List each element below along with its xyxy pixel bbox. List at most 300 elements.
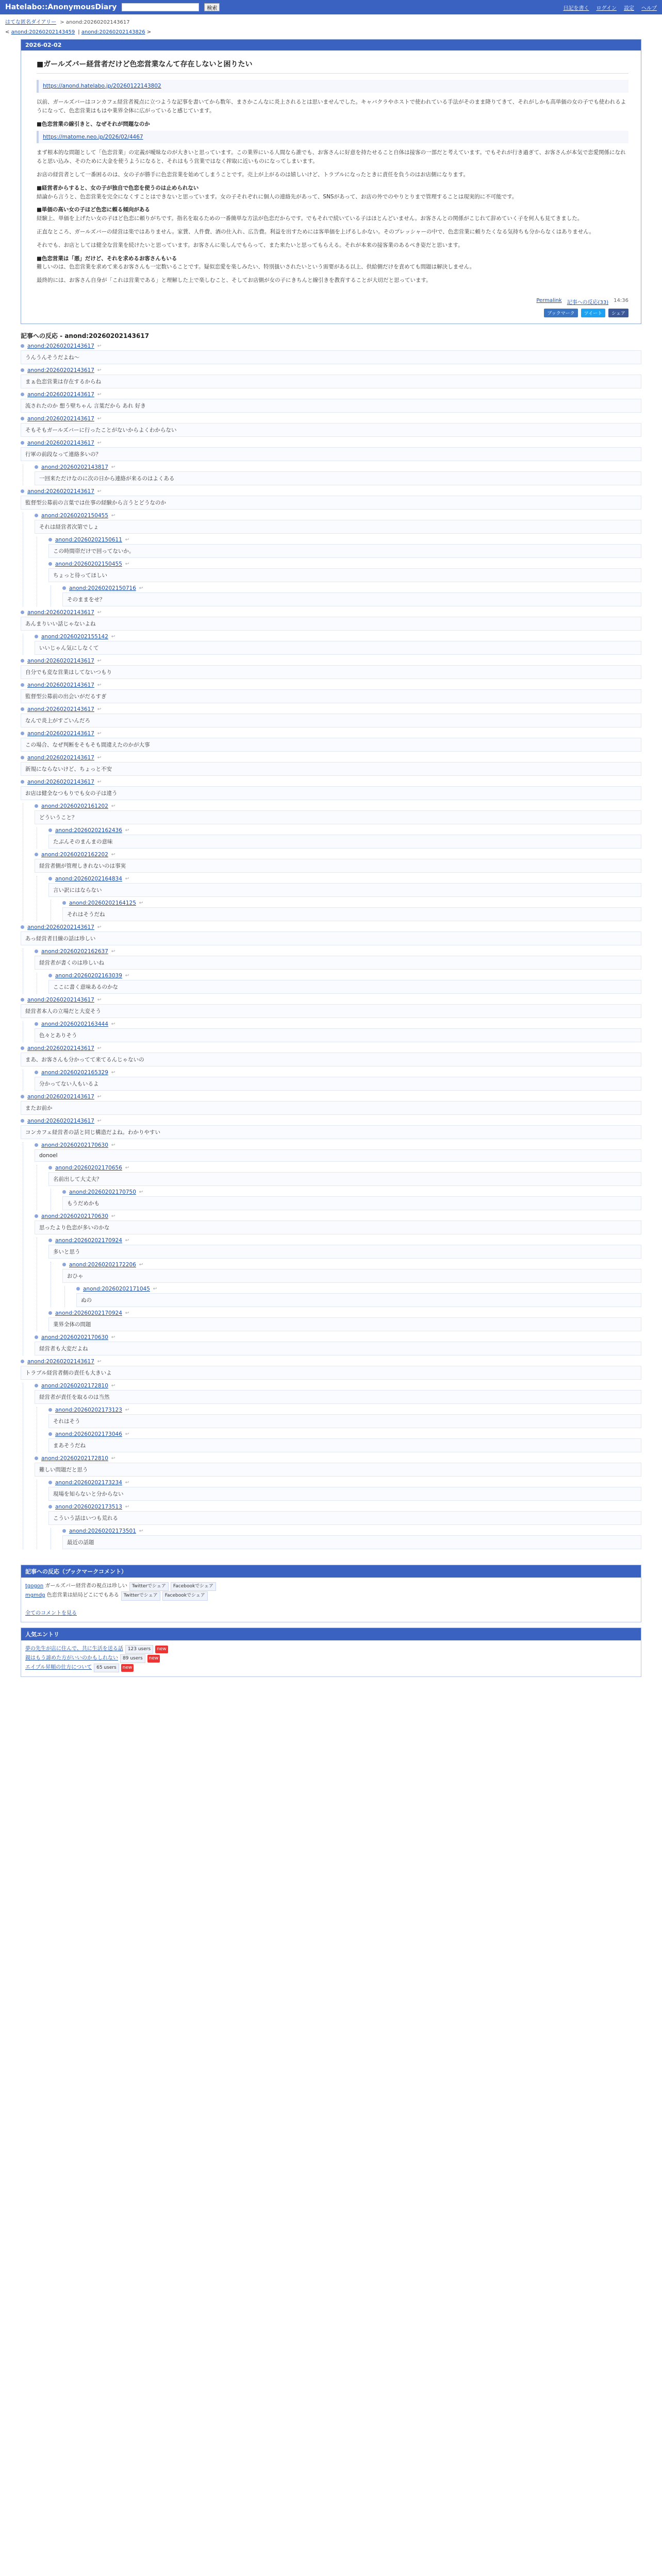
reply-icon[interactable]: ↩: [111, 1021, 115, 1027]
response-header: [21, 1045, 641, 1052]
response-bullet-icon: [35, 950, 38, 953]
response-text: おひゃ: [62, 1269, 641, 1283]
reply-icon[interactable]: ↩: [97, 1094, 102, 1099]
reply-icon[interactable]: ↩: [125, 1407, 129, 1413]
response-item: [35, 464, 641, 485]
response-id-link[interactable]: anond:20260202143617: [27, 1358, 94, 1365]
response-item: [21, 1045, 641, 1091]
popular-entry: [25, 1645, 637, 1654]
reply-icon[interactable]: ↩: [125, 1165, 129, 1171]
response-header: [21, 755, 641, 761]
response-bullet-icon: [48, 974, 52, 977]
response-header: [62, 1189, 641, 1195]
response-id-link[interactable]: anond:20260202150716: [69, 585, 136, 591]
response-text: 思ったより色恋が多いのかな: [35, 1221, 641, 1234]
response-bullet-icon: [21, 925, 24, 929]
response-text: ここに書く意味あるのかな: [48, 980, 641, 994]
response-text: 一回来ただけなのに次の日から連絡が来るのはよくある: [35, 471, 641, 485]
reply-icon[interactable]: ↩: [125, 1504, 129, 1510]
response-item: [62, 1262, 641, 1307]
response-id-link[interactable]: anond:20260202173123: [55, 1406, 122, 1413]
response-header: [48, 973, 641, 979]
response-item: [35, 513, 641, 606]
reply-icon[interactable]: ↩: [111, 1142, 115, 1148]
response-id-link[interactable]: anond:20260202162436: [55, 827, 122, 834]
reply-icon[interactable]: ↩: [125, 1431, 129, 1437]
response-id-link[interactable]: anond:20260202172810: [41, 1382, 108, 1389]
response-item: [48, 1431, 641, 1452]
response-bullet-icon: [21, 1046, 24, 1050]
response-list: [23, 948, 641, 994]
article-paragraph: 以前、ガールズバーはコンカフェ経営者視点に立つような記事を書いてから数年、まさかこんなに炎上されるとは思いませんでした。キャバクラやホストで使われている手法がそのまま降りてきて、それがしかも高単価の女の子でも使われるようになって、色恋営業はもはや業界全体に広がっていると感じています。: [37, 99, 626, 114]
site-logo[interactable]: Hatelabo::AnonymousDiary: [5, 3, 117, 11]
response-item: [48, 1238, 641, 1307]
response-id-link[interactable]: anond:20260202170750: [69, 1189, 136, 1195]
response-bullet-icon: [48, 1311, 52, 1315]
new-badge: new: [155, 1646, 168, 1653]
response-bullet-icon: [21, 489, 24, 493]
response-id-link[interactable]: anond:20260202155142: [41, 633, 108, 640]
response-list: [51, 1189, 641, 1210]
response-header: [21, 609, 641, 616]
response-bullet-icon: [62, 1529, 66, 1533]
response-item: [48, 876, 641, 921]
response-list: [23, 1383, 641, 1549]
share-tag[interactable]: Twitterでシェア: [121, 1591, 160, 1600]
new-badge: new: [147, 1655, 160, 1663]
reply-icon[interactable]: ↩: [139, 585, 143, 591]
response-header: [62, 585, 641, 591]
response-header: [62, 1262, 641, 1268]
response-text: こういう話はいつも荒れる: [48, 1511, 641, 1525]
response-bullet-icon: [21, 393, 24, 396]
reply-icon[interactable]: ↩: [139, 900, 143, 906]
response-id-link[interactable]: anond:20260202162637: [41, 948, 108, 955]
response-bullet-icon: [62, 1190, 66, 1194]
response-item: [21, 924, 641, 994]
response-list: [37, 1238, 641, 1331]
response-header: [48, 1310, 641, 1316]
response-bullet-icon: [21, 441, 24, 445]
response-text: 経営者も大変だよね: [35, 1342, 641, 1355]
response-header: [48, 827, 641, 834]
popular-entry: [25, 1654, 637, 1663]
reply-icon[interactable]: ↩: [97, 658, 102, 664]
response-header: [48, 1431, 641, 1437]
response-header: [21, 367, 641, 374]
response-text: いいじゃん気にしなくて: [35, 641, 641, 655]
response-tree: [21, 343, 641, 1549]
response-bullet-icon: [21, 659, 24, 663]
response-bullet-icon: [21, 368, 24, 372]
response-id-link[interactable]: anond:20260202164834: [55, 875, 122, 882]
next-entry-link[interactable]: anond:20260202143826: [81, 29, 145, 35]
reply-icon[interactable]: ↩: [97, 392, 102, 397]
response-header: [35, 1213, 641, 1219]
response-header: [48, 876, 641, 882]
prev-next-nav: < anond:20260202143459 | anond:20260202143826 >: [5, 29, 152, 35]
article-paragraph: それでも、お店としては健全な営業を続けたいと思っています。お客さんに楽しんでもらって、また来たいと思ってもらえる。それが本来の接客業のあるべき姿だと思います。: [37, 242, 464, 248]
response-header: [21, 416, 641, 422]
response-id-link[interactable]: anond:20260202143617: [27, 488, 94, 495]
response-id-link[interactable]: anond:20260202171045: [83, 1285, 150, 1292]
response-list: [37, 876, 641, 921]
response-list: [23, 1070, 641, 1091]
reply-icon[interactable]: ↩: [125, 1238, 129, 1243]
search-button[interactable]: 検索: [204, 3, 220, 11]
new-badge: new: [121, 1664, 134, 1672]
response-list: [51, 900, 641, 921]
response-bullet-icon: [21, 998, 24, 1002]
reply-icon[interactable]: ↩: [97, 779, 102, 785]
response-id-link[interactable]: anond:20260202161202: [41, 803, 108, 809]
reply-icon[interactable]: ↩: [97, 924, 102, 930]
top-link-help[interactable]: ヘルプ: [641, 5, 657, 11]
reply-icon[interactable]: ↩: [139, 1189, 143, 1195]
reply-icon[interactable]: ↩: [111, 634, 115, 639]
response-header: [21, 392, 641, 398]
response-text: この場合、なぜ判断をそもそも間違えたのかが大事: [21, 738, 641, 752]
bookmark-button[interactable]: ブックマーク: [544, 309, 577, 317]
response-item: [21, 997, 641, 1042]
response-bullet-icon: [35, 1143, 38, 1147]
response-item: [35, 1070, 641, 1091]
response-header: [62, 1528, 641, 1534]
response-list: [23, 1021, 641, 1042]
reply-icon[interactable]: ↩: [111, 464, 115, 470]
reply-icon[interactable]: ↩: [139, 1528, 143, 1534]
response-header: [35, 948, 641, 955]
response-id-link[interactable]: anond:20260202143617: [27, 924, 94, 930]
response-text: コンカフェ経営者の話と同じ構造だよね。わかりやすい: [21, 1125, 641, 1139]
article-title[interactable]: ■ガールズバー経営者だけど色恋営業なんて存在しないと困りたい: [37, 59, 628, 74]
response-id-link[interactable]: anond:20260202172810: [41, 1455, 108, 1462]
share-tag[interactable]: Twitterでシェア: [129, 1582, 169, 1591]
response-bullet-icon: [21, 756, 24, 759]
response-id-link[interactable]: anond:20260202143617: [27, 1093, 94, 1100]
response-item: [21, 416, 641, 437]
response-item: [21, 1118, 641, 1355]
response-bullet-icon: [21, 1360, 24, 1363]
reply-icon[interactable]: ↩: [97, 1359, 102, 1364]
response-bullet-icon: [35, 1384, 38, 1387]
response-id-link[interactable]: anond:20260202143617: [27, 1117, 94, 1124]
reply-icon[interactable]: ↩: [97, 731, 102, 736]
response-bullet-icon: [35, 853, 38, 856]
response-list: [51, 1528, 641, 1549]
response-id-link[interactable]: anond:20260202143817: [41, 464, 108, 470]
reply-icon[interactable]: ↩: [97, 488, 102, 494]
top-links: [564, 4, 657, 11]
response-list: [23, 803, 641, 921]
response-id-link[interactable]: anond:20260202143617: [27, 706, 94, 713]
response-id-link[interactable]: anond:20260202143617: [27, 730, 94, 737]
article-quote[interactable]: [37, 80, 628, 93]
bookmark-comment-list: [21, 1578, 641, 1605]
response-text: お店は健全なつもりでも女の子は違う: [21, 786, 641, 800]
reply-icon[interactable]: ↩: [125, 827, 129, 833]
response-text: そのままをせ？: [62, 592, 641, 606]
response-list: [23, 634, 641, 655]
reply-icon[interactable]: ↩: [111, 852, 115, 857]
top-link-login[interactable]: ログイン: [596, 5, 617, 11]
response-item: [35, 1142, 641, 1210]
response-bullet-icon: [35, 1456, 38, 1460]
users-count[interactable]: 89 users: [120, 1654, 145, 1663]
response-list: [51, 1262, 641, 1307]
response-header: [35, 464, 641, 470]
response-item: [35, 1455, 641, 1549]
bookmark-comment-text: ガールズバー経営者の視点は珍しい: [45, 1583, 127, 1589]
article-paragraph: 経験上、単価を上げたい女の子ほど色恋に頼りがちです。指名を取るための一番簡単な方法が色恋だからです。でもそれで続いている子はほとんどいません。お客さんとの関係がこじれて辞めていく子を何人も見てきました。: [37, 215, 583, 222]
reply-icon[interactable]: ↩: [97, 343, 102, 349]
response-header: [76, 1286, 641, 1292]
prev-entry-link[interactable]: anond:20260202143459: [11, 29, 75, 35]
response-id-link[interactable]: anond:20260202172206: [69, 1261, 136, 1268]
popular-entry-link[interactable]: 親はもう諦めた方がいいのかもしれない: [25, 1655, 118, 1661]
response-list: [37, 537, 641, 606]
response-id-link[interactable]: anond:20260202170630: [41, 1334, 108, 1341]
response-bullet-icon: [21, 707, 24, 711]
response-id-link[interactable]: anond:20260202143617: [27, 415, 94, 422]
reply-icon[interactable]: ↩: [125, 973, 129, 978]
response-header: [62, 900, 641, 906]
response-item: [21, 1359, 641, 1549]
response-id-link[interactable]: anond:20260202143617: [27, 754, 94, 761]
response-bullet-icon: [62, 1263, 66, 1266]
top-link-settings[interactable]: 設定: [624, 5, 634, 11]
top-link-write[interactable]: 日記を書く: [563, 5, 589, 11]
response-id-link[interactable]: anond:20260202173513: [55, 1503, 122, 1510]
response-id-link[interactable]: anond:20260202143617: [27, 996, 94, 1003]
response-header: [35, 513, 641, 519]
reply-icon[interactable]: ↩: [125, 1310, 129, 1316]
response-text: ちょっと待ってほしい: [48, 568, 641, 582]
response-header: [21, 488, 641, 495]
response-header: [35, 852, 641, 858]
response-header: [48, 1165, 641, 1171]
response-bullet-icon: [35, 514, 38, 517]
response-header: [48, 1238, 641, 1244]
article-quote[interactable]: [37, 131, 628, 144]
response-text: まあそうだね: [48, 1438, 641, 1452]
response-id-link[interactable]: anond:20260202170630: [41, 1213, 108, 1219]
response-text: 経営者本人の立場だと大変そう: [21, 1004, 641, 1018]
response-item: [35, 803, 641, 849]
response-text: 経営者側が管理しきれないのは事実: [35, 859, 641, 873]
response-id-link[interactable]: anond:20260202143617: [27, 1045, 94, 1052]
response-bullet-icon: [35, 1071, 38, 1074]
reply-icon[interactable]: ↩: [97, 997, 102, 1003]
top-bar: [0, 0, 662, 14]
response-header: [21, 706, 641, 713]
users-count[interactable]: 65 users: [94, 1664, 119, 1672]
reply-icon[interactable]: ↩: [111, 513, 115, 518]
response-item: [76, 1286, 641, 1307]
bookmark-user-link[interactable]: tgogon: [25, 1583, 44, 1589]
response-text: それはそうだね: [62, 907, 641, 921]
response-id-link[interactable]: anond:20260202173046: [55, 1431, 122, 1437]
response-text: 言い訳にはならない: [48, 883, 641, 897]
response-header: [21, 1094, 641, 1100]
reply-icon[interactable]: ↩: [139, 1262, 143, 1267]
reply-icon[interactable]: ↩: [97, 755, 102, 760]
response-id-link[interactable]: anond:20260202150455: [55, 561, 122, 567]
article-heading: ■色恋営業の線引きと、なぜそれが問題なのか: [37, 121, 150, 127]
response-count-link[interactable]: 記事への反応(33): [567, 299, 609, 306]
popular-entry-link[interactable]: 夢の先生が店に住んで、共に生活を送る話: [25, 1646, 123, 1652]
popular-entries: [21, 1628, 641, 1677]
response-text: 現場を知らないと分からない: [48, 1487, 641, 1501]
article-footer: [21, 295, 641, 309]
bookmark-comment-text: 色恋営業は結局どこにでもある: [46, 1592, 119, 1599]
response-id-link[interactable]: anond:20260202143617: [27, 439, 94, 446]
response-text: 流されたのか 想う壁ちゃん 言葉だから あれ 好き: [21, 399, 641, 413]
response-bullet-icon: [21, 780, 24, 784]
response-text: この時間帯だけで回ってないか。: [48, 544, 641, 558]
reply-icon[interactable]: ↩: [125, 876, 129, 882]
search-input[interactable]: [122, 3, 199, 11]
response-bullet-icon: [21, 732, 24, 735]
reply-icon[interactable]: ↩: [153, 1286, 157, 1292]
response-item: [48, 1165, 641, 1210]
breadcrumb-home[interactable]: はてな匿名ダイアリー: [5, 20, 57, 25]
popular-entry: [25, 1663, 637, 1672]
users-count[interactable]: 123 users: [125, 1645, 153, 1654]
response-item: [21, 367, 641, 388]
response-item: [35, 1383, 641, 1452]
response-id-link[interactable]: anond:20260202163039: [55, 972, 122, 979]
response-header: [48, 1407, 641, 1413]
response-header: [21, 343, 641, 349]
tweet-button[interactable]: ツイート: [581, 309, 606, 317]
response-id-link[interactable]: anond:20260202170924: [55, 1310, 122, 1316]
response-id-link[interactable]: anond:20260202143617: [27, 609, 94, 616]
response-id-link[interactable]: anond:20260202173234: [55, 1479, 122, 1486]
response-bullet-icon: [21, 344, 24, 348]
response-header: [35, 634, 641, 640]
response-text: 難しい問題だと思う: [35, 1463, 641, 1477]
share-buttons: [21, 309, 641, 324]
reply-icon[interactable]: ↩: [125, 561, 129, 567]
response-id-link[interactable]: anond:20260202143617: [27, 391, 94, 398]
response-id-link[interactable]: anond:20260202170656: [55, 1164, 122, 1171]
quote-link[interactable]: https://matome.neo.jp/2026/02/4467: [43, 133, 143, 140]
popular-entry-link[interactable]: エイプル昇順の仕方について: [25, 1665, 92, 1671]
reply-icon[interactable]: ↩: [111, 1334, 115, 1340]
response-item: [35, 948, 641, 994]
response-id-link[interactable]: anond:20260202143617: [27, 343, 94, 349]
reply-icon[interactable]: ↩: [97, 440, 102, 446]
reply-icon[interactable]: ↩: [97, 706, 102, 712]
response-text: 自分でも変な営業はしてないつもり: [21, 665, 641, 679]
response-id-link[interactable]: anond:20260202164125: [69, 900, 136, 906]
response-header: [21, 731, 641, 737]
response-id-link[interactable]: anond:20260202143617: [27, 657, 94, 664]
response-id-link[interactable]: anond:20260202143617: [27, 778, 94, 785]
response-item: [35, 1021, 641, 1042]
reply-icon[interactable]: ↩: [97, 1118, 102, 1124]
response-item: [48, 1504, 641, 1549]
bookmark-user-link[interactable]: mgmdg: [25, 1592, 45, 1599]
all-comments-link[interactable]: 全てのコメントを見る: [25, 1610, 77, 1616]
response-text: ぬの: [76, 1293, 641, 1307]
response-id-link[interactable]: anond:20260202162202: [41, 851, 108, 858]
breadcrumb: はてな匿名ダイアリー > anond:20260202143617: [5, 20, 130, 25]
response-list: [21, 343, 641, 1549]
response-text: たぶんそのまんまの意味: [48, 835, 641, 849]
quote-link[interactable]: https://anond.hatelabo.jp/20260122143802: [43, 83, 161, 90]
response-text: どういうこと？: [35, 810, 641, 824]
reply-icon[interactable]: ↩: [111, 948, 115, 954]
response-bullet-icon: [48, 1432, 52, 1436]
response-header: [21, 997, 641, 1003]
share-tag[interactable]: Facebookでシェア: [171, 1582, 216, 1591]
reply-icon[interactable]: ↩: [97, 367, 102, 373]
response-header: [21, 440, 641, 446]
share-button[interactable]: シェア: [608, 309, 628, 317]
response-bullet-icon: [76, 1287, 80, 1291]
reply-icon[interactable]: ↩: [97, 609, 102, 615]
response-bullet-icon: [48, 1239, 52, 1242]
response-header: [21, 924, 641, 930]
reply-icon[interactable]: ↩: [97, 416, 102, 421]
share-tag[interactable]: Facebookでシェア: [162, 1591, 208, 1600]
response-item: [21, 1094, 641, 1115]
response-item: [35, 852, 641, 921]
response-id-link[interactable]: anond:20260202150611: [55, 536, 122, 543]
response-id-link[interactable]: anond:20260202163444: [41, 1021, 108, 1027]
response-text: 分かってない人もいるよ: [35, 1077, 641, 1091]
response-id-link[interactable]: anond:20260202143617: [27, 367, 94, 374]
response-list: [37, 973, 641, 994]
response-header: [35, 1070, 641, 1076]
response-id-link[interactable]: anond:20260202143617: [27, 682, 94, 688]
post-time: 14:36: [614, 297, 628, 303]
popular-entries-title: 人気エントリ: [21, 1628, 641, 1640]
response-id-link[interactable]: anond:20260202170924: [55, 1237, 122, 1244]
response-item: [35, 1334, 641, 1355]
response-list: [23, 513, 641, 606]
article-paragraph: お店の経営者として一番困るのは、女の子が勝手に色恋営業を始めてしまうことです。売上が上がるのは嬉しいけど、トラブルになったときに責任を負うのはお店側になります。: [37, 171, 469, 178]
reply-icon[interactable]: ↩: [111, 1383, 115, 1388]
reply-icon[interactable]: ↩: [97, 1045, 102, 1051]
response-bullet-icon: [48, 1166, 52, 1170]
response-item: [62, 900, 641, 921]
response-bullet-icon: [35, 804, 38, 808]
response-id-link[interactable]: anond:20260202150455: [41, 512, 108, 519]
reply-icon[interactable]: ↩: [97, 682, 102, 688]
reply-icon[interactable]: ↩: [111, 1213, 115, 1219]
response-text: 経営者が書くのは珍しいね: [35, 956, 641, 970]
response-item: [48, 1407, 641, 1428]
reply-icon[interactable]: ↩: [111, 1455, 115, 1461]
permalink-link[interactable]: Permalink: [536, 297, 562, 303]
response-id-link[interactable]: anond:20260202170630: [41, 1142, 108, 1148]
reply-icon[interactable]: ↩: [111, 803, 115, 809]
reply-icon[interactable]: ↩: [125, 537, 129, 543]
response-item: [62, 585, 641, 606]
bookmark-comment: [25, 1591, 637, 1600]
breadcrumb-current: anond:20260202143617: [65, 20, 130, 25]
article-paragraph: 正直なところ、ガールズバーの経営は楽ではありません。家賃、人件費、酒の仕入れ、広告費。利益を出すためには客単価を上げるしかない。そのプレッシャーの中で、色恋営業に頼りたくなる気持ちも分からなくはありません。: [37, 228, 594, 235]
reply-icon[interactable]: ↩: [111, 1070, 115, 1075]
response-bullet-icon: [21, 1119, 24, 1123]
response-id-link[interactable]: anond:20260202173501: [69, 1528, 136, 1534]
response-header: [48, 1504, 641, 1510]
reply-icon[interactable]: ↩: [125, 1480, 129, 1485]
response-id-link[interactable]: anond:20260202165329: [41, 1069, 108, 1076]
